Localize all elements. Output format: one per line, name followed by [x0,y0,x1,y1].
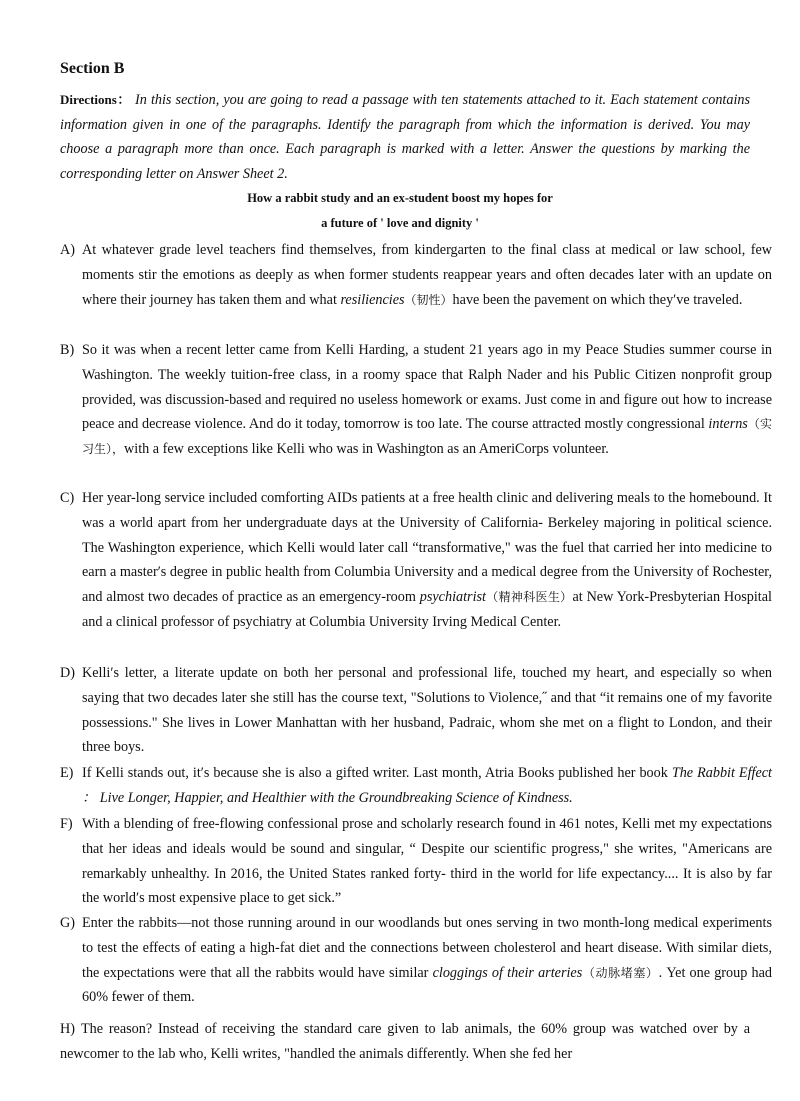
book-title: The Rabbit Effect ： Live Longer, Happier, and Healthier with the Groundbreaking Science of Kindness. [82,765,772,806]
paragraph-letter: C) [60,490,75,506]
paragraph-b [60,338,772,462]
paragraph-text: Her year-long service included comforting AIDs patients at a free health clinic and delivering meals to the homebound. It was a world apart from her undergraduate days at the University of California- Berkeley majoring in political science. The Washington experience, which Kelli would later call “transformative," was the fuel that carried her into medicine to earn a masterʹs degree in public health from Columbia University and a medical degree from the University of Rochester, and almost two decades of practice as an emergency-room [82,490,772,606]
paragraph-letter: A) [60,242,75,258]
paragraph-text: If Kelli stands out, itʹs because she is also a gifted writer. Last month, Atria Books published her book [82,765,672,781]
paragraph-text: . Yet one group had 60% fewer of them. [82,964,772,1006]
directions-text: In this section, you are going to read a passage with ten statements attached to it. Each statement contains information given in one of the paragraphs. Identify the paragraph from which the information is derived. You may choose a paragraph more than once. Each paragraph is marked with a letter. Answer the questions by marking the corresponding letter on Answer Sheet 2. [60,92,750,182]
italic-term: cloggings of their arteries [432,964,583,981]
passage-title-line1: How a rabbit study and an ex-student boost my hopes for [247,191,553,205]
section-title: Section B [60,60,125,77]
paragraph-letter: F) [60,816,73,832]
paragraph-c [60,486,772,635]
directions-label: Directions： [60,92,131,107]
directions [60,88,750,186]
paragraph-letter: G) [60,915,75,931]
paragraph-text: Kelliʹs letter, a literate update on both her personal and professional life, touched my heart, and especially so when saying that two decades later she still has the course text, "Solutions to Violence,˝ and that “it remains one of my favorite possessions." She lives in Lower Manhattan with her husband, Padraic, whom she met on a flight to London, and their three boys. [82,665,772,756]
passage-title-line2: a future of ' love and dignity ' [321,216,479,230]
paragraph-text: have been the pavement on which theyʹve traveled. [452,291,743,308]
paragraph-text: With a blending of free-flowing confessional prose and scholarly research found in 461 notes, Kelli met my expectations that her ideas and ideals would be sound and singular, “ Despite our scientific progress," she writes, "Americans are remarkably unhealthy. In 2016, the United States ranked forty- third in the world for life expectancy.... It is also by far the worldʹs most expensive place to get sick.” [82,816,772,907]
paragraph-text: At whatever grade level teachers find themselves, from kindergarten to the final class at medical or law school, few moments stir the emotions as deeply as when former students reappear years and often decades later with an update on where their journey has taken them and what [82,242,772,308]
chinese-gloss: （实习生）， [82,417,772,457]
paragraph-text: So it was when a recent letter came from Kelli Harding, a student 21 years ago in my Peace Studies summer course in Washington. The weekly tuition-free class, in a roomy space that Ralph Nader and his Public Citizen nonprofit group provided, was discussion-based and required no useless homework or exams. Just come in and figure out how to increase peace and decrease violence. And do it today, tomorrow is too late. The course attracted mostly congressional [82,342,772,433]
paragraph-d [60,661,772,760]
paragraph-letter: H) [60,1021,75,1037]
italic-term: resiliencies [340,291,405,308]
chinese-gloss: （韧性） [404,292,453,307]
paragraph-text: The reason? Instead of receiving the standard care given to lab animals, the 60% group was watched over by a newcomer to the lab who, Kelli writes, "handled the animals differently. When she fed her [60,1021,750,1062]
paragraph-h [60,1017,750,1067]
paragraph-letter: E) [60,765,74,781]
paragraph-text: with a few exceptions like Kelli who was in Washington as an AmeriCorps volunteer. [124,441,609,458]
paragraph-text: at New York-Presbyterian Hospital and a clinical professor of psychiatry at Columbia University Irving Medical Center. [82,589,772,630]
paragraph-letter: B) [60,342,75,358]
chinese-gloss: （动脉堵塞） [582,965,659,980]
paragraph-f [60,812,772,911]
chinese-gloss: （精神科医生） [485,590,573,605]
italic-term: interns [708,416,748,433]
paragraph-text: Enter the rabbits—not those running around in our woodlands but ones serving in two month-long medical experiments to test the effects of eating a high-fat diet and the connections between cholesterol and heart disease. With similar diets, the expectations were that all the rabbits would have similar [82,915,772,981]
paragraph-g [60,911,772,1010]
paragraph-letter: D) [60,665,75,681]
paragraph-a [60,238,772,312]
paragraph-e [60,761,772,811]
italic-term: psychiatrist [419,589,486,606]
